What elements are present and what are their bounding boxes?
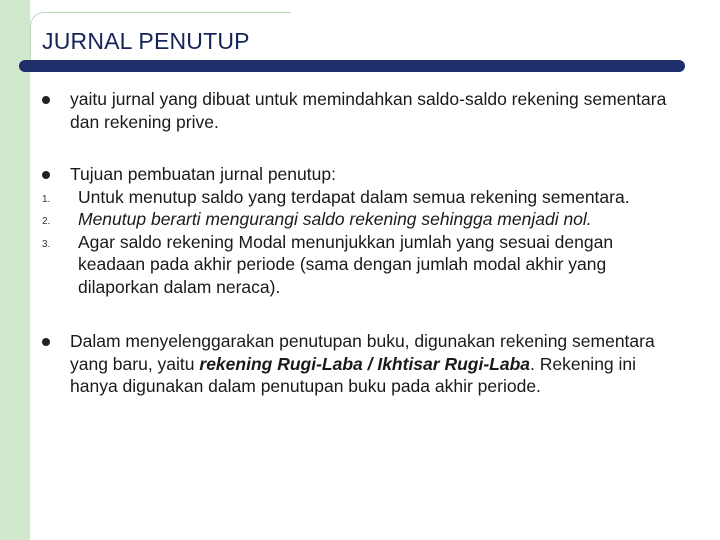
left-decorative-strip (0, 0, 30, 540)
page-title: JURNAL PENUTUP (42, 28, 250, 54)
list-item-text: Agar saldo rekening Modal menunjukkan jumlah yang sesuai dengan keadaan pada akhir periode (sama dengan jumlah modal akhir yang dilaporkan dalam neraca). (78, 231, 614, 297)
closing-text-pre: Dalam menyelenggarakan penutupan buku, digunakan rekening sementara yang baru, yaitu (70, 331, 655, 374)
bullet-purpose (40, 163, 680, 186)
list-number: 3. (42, 238, 51, 250)
list-item (40, 186, 680, 209)
list-item (40, 208, 680, 231)
bullet-closing-account (40, 330, 680, 398)
list-number: 1. (42, 193, 51, 205)
bullet-dot-icon (42, 96, 50, 104)
title-underline-bar (19, 60, 685, 72)
closing-text-emphasis: rekening Rugi-Laba / Ikhtisar Rugi-Laba (199, 353, 530, 374)
list-number: 2. (42, 216, 51, 227)
list-item-text: Untuk menutup saldo yang terdapat dalam semua rekening sementara. (78, 186, 630, 207)
closing-text-post: . Rekening ini hanya digunakan dalam penutupan buku pada akhir periode. (70, 353, 637, 396)
purpose-heading: Tujuan pembuatan jurnal penutup: (70, 164, 336, 184)
list-item (40, 231, 680, 299)
bullet-definition (40, 88, 680, 133)
slide-content (40, 88, 680, 398)
bullet-dot-icon (42, 171, 50, 179)
list-item-text: Menutup berarti mengurangi saldo rekening sehingga menjadi nol. (78, 209, 592, 229)
definition-text: yaitu jurnal yang dibuat untuk memindahkan saldo-saldo rekening sementara dan rekening prive. (70, 89, 667, 132)
bullet-dot-icon (42, 338, 50, 346)
